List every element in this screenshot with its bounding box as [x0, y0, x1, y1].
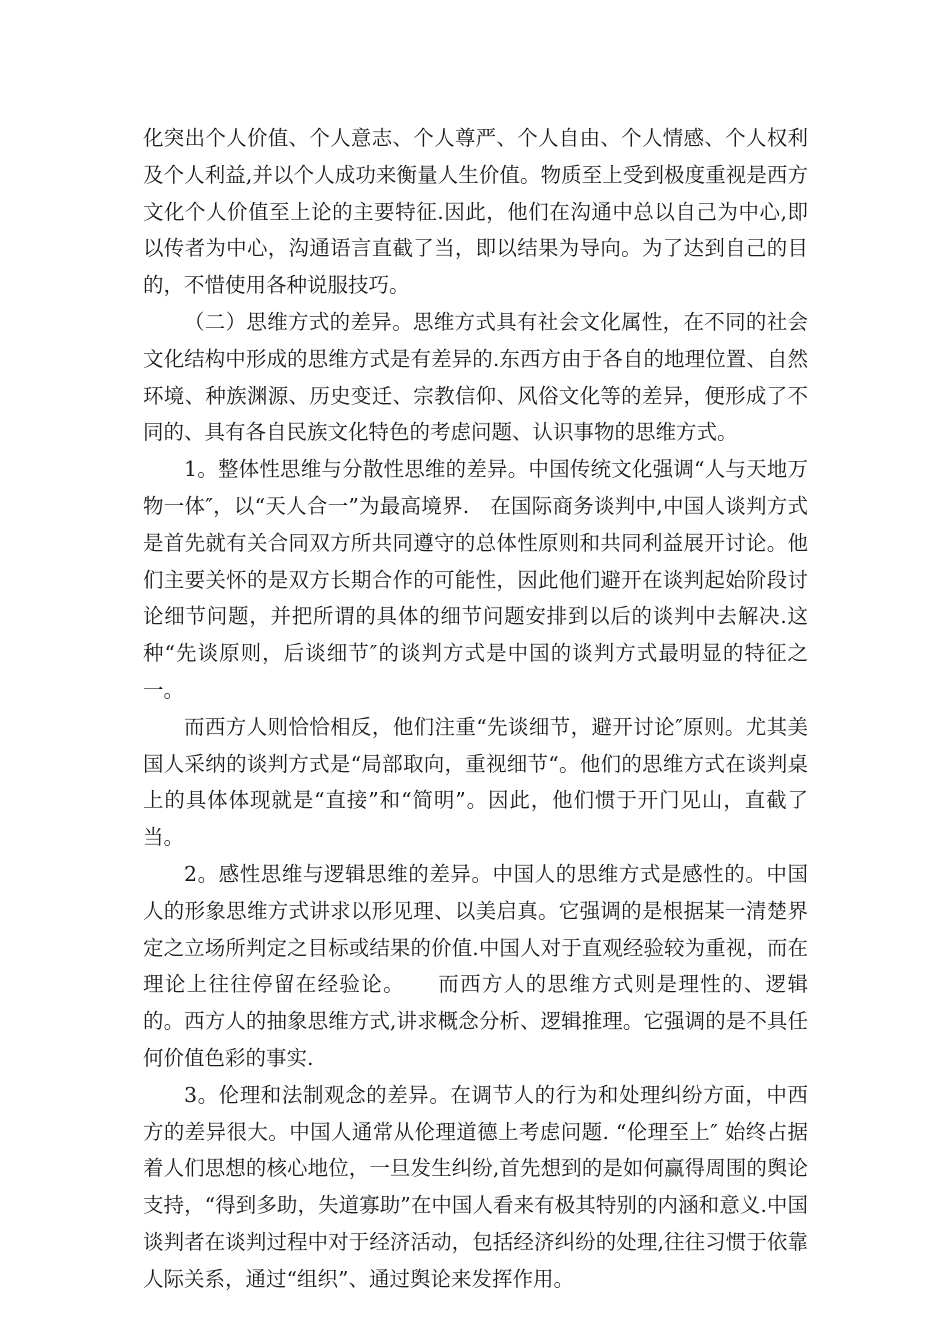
document-body [143, 120, 808, 1298]
paragraph-individual-values: 化突出个人价值、个人意志、个人尊严、个人自由、个人情感、个人权利及个人利益,并以个人成功来衡量人生价值。物质至上受到极度重视是西方文化个人价值至上论的主要特征.因此，他们在沟通中总以自己为中心,即以传者为中心，沟通语言直截了当，即以结果为导向。为了达到自己的目的，不惜使用各种说服技巧。 [143, 126, 808, 298]
paragraph-holistic-thinking: 1。整体性思维与分散性思维的差异。中国传统文化强调“人与天地万物一体″，以“天人合一”为最高境界. 在国际商务谈判中,中国人谈判方式是首先就有关合同双方所共同遵守的总体性原则和共同利益展开讨论。他们主要关怀的是双方长期合作的可能性，因此他们避开在谈判起始阶段讨论细节问题，并把所谓的具体的细节问题安排到以后的谈判中去解决.这种“先谈原则，后谈细节″的谈判方式是中国的谈判方式最明显的特征之一。 [143, 457, 808, 702]
paragraph-thinking-differences: （二）思维方式的差异。思维方式具有社会文化属性，在不同的社会文化结构中形成的思维方式是有差异的.东西方由于各自的地理位置、自然环境、种族渊源、历史变迁、宗教信仰、风俗文化等的差异，便形成了不同的、具有各自民族文化特色的考虑问题、认识事物的思维方式。 [143, 309, 808, 445]
paragraph-ethics-law: 3。伦理和法制观念的差异。在调节人的行为和处理纠纷方面，中西方的差异很大。中国人通常从伦理道德上考虑问题. “伦理至上″ 始终占据着人们思想的核心地位，一旦发生纠纷,首先想到的是如何赢得周围的舆论支持，“得到多助，失道寡助”在中国人看来有极其特别的内涵和意义.中国谈判者在谈判过程中对于经济活动，包括经济纠纷的处理,往往习惯于依靠人际关系，通过“组织”、通过舆论来发挥作用。 [143, 1082, 808, 1291]
paragraph-perceptual-logical: 2。感性思维与逻辑思维的差异。中国人的思维方式是感性的。中国人的形象思维方式讲求以形见理、以美启真。它强调的是根据某一清楚界定之立场所判定之目标或结果的价值.中国人对于直观经验较为重视，而在理论上往往停留在经验论。 而西方人的思维方式则是理性的、逻辑的。西方人的抽象思维方式,讲求概念分析、逻辑推理。它强调的是不具任何价值色彩的事实. [143, 861, 808, 1070]
paragraph-western-details: 而西方人则恰恰相反，他们注重“先谈细节，避开讨论″原则。尤其美国人采纳的谈判方式是“局部取向，重视细节“。他们的思维方式在谈判桌上的具体体现就是“直接”和“简明”。因此，他们惯于开门见山，直截了当。 [143, 714, 808, 850]
